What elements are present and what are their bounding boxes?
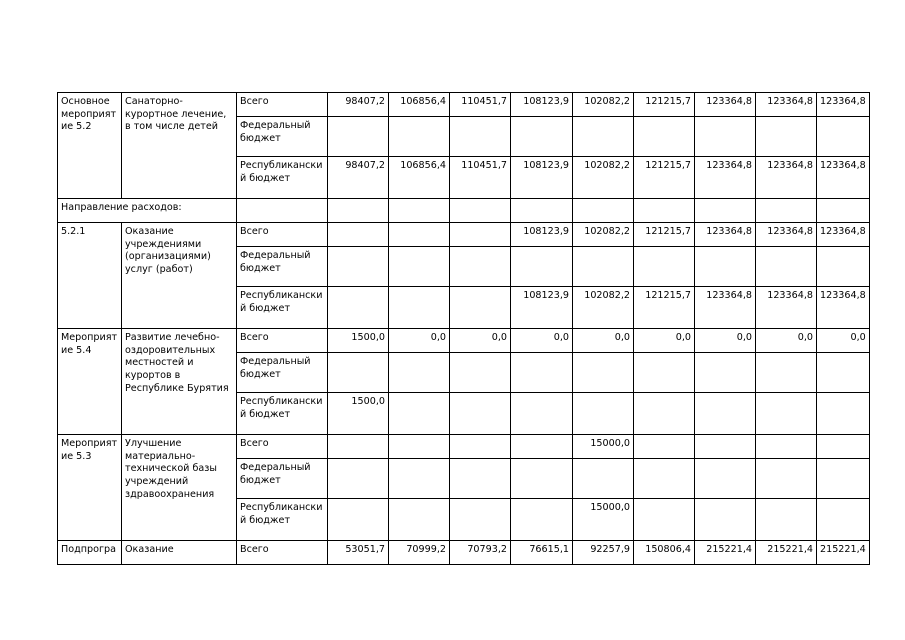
value-cell [450, 353, 511, 393]
funding-source-cell: Республикански й бюджет [237, 393, 328, 435]
funding-source-cell: Республикански й бюджет [237, 287, 328, 329]
measure-code-cell: Подпрогра [58, 541, 122, 565]
value-cell [634, 393, 695, 435]
table-row [58, 541, 870, 565]
value-cell [634, 353, 695, 393]
budget-table [57, 92, 870, 565]
value-cell [695, 117, 756, 157]
value-cell: 98407,2 [328, 157, 389, 199]
value-cell [511, 435, 573, 459]
value-cell: 15000,0 [573, 435, 634, 459]
value-cell: 0,0 [389, 329, 450, 353]
value-cell [756, 117, 817, 157]
value-cell: 106856,4 [389, 157, 450, 199]
value-cell: 108123,9 [511, 287, 573, 329]
value-cell: 215221,4 [817, 541, 870, 565]
value-cell [450, 393, 511, 435]
value-cell [695, 393, 756, 435]
value-cell: 123364,8 [756, 287, 817, 329]
value-cell: 123364,8 [695, 93, 756, 117]
value-cell [817, 393, 870, 435]
value-cell [328, 499, 389, 541]
value-cell [695, 459, 756, 499]
value-cell [511, 247, 573, 287]
value-cell [511, 199, 573, 223]
value-cell: 123364,8 [756, 157, 817, 199]
value-cell: 108123,9 [511, 93, 573, 117]
value-cell: 110451,7 [450, 157, 511, 199]
value-cell [756, 353, 817, 393]
value-cell [634, 199, 695, 223]
value-cell: 0,0 [634, 329, 695, 353]
value-cell [511, 353, 573, 393]
value-cell [573, 459, 634, 499]
value-cell: 0,0 [511, 329, 573, 353]
value-cell: 215221,4 [695, 541, 756, 565]
measure-name-cell: Оказание [122, 541, 237, 565]
value-cell [389, 435, 450, 459]
value-cell: 215221,4 [756, 541, 817, 565]
value-cell [328, 223, 389, 247]
value-cell [328, 353, 389, 393]
value-cell [389, 393, 450, 435]
value-cell [389, 499, 450, 541]
value-cell: 108123,9 [511, 223, 573, 247]
value-cell [389, 117, 450, 157]
direction-row [58, 199, 870, 223]
value-cell: 102082,2 [573, 287, 634, 329]
value-cell: 15000,0 [573, 499, 634, 541]
value-cell: 0,0 [817, 329, 870, 353]
value-cell: 123364,8 [817, 93, 870, 117]
value-cell [450, 117, 511, 157]
value-cell [389, 247, 450, 287]
value-cell: 70999,2 [389, 541, 450, 565]
value-cell [756, 435, 817, 459]
measure-code-cell: Основное мероприят ие 5.2 [58, 93, 122, 199]
value-cell: 1500,0 [328, 393, 389, 435]
direction-label: Направление расходов: [58, 199, 237, 223]
value-cell: 123364,8 [817, 223, 870, 247]
value-cell: 108123,9 [511, 157, 573, 199]
value-cell: 121215,7 [634, 157, 695, 199]
value-cell [634, 459, 695, 499]
table-row [58, 93, 870, 117]
value-cell: 123364,8 [817, 157, 870, 199]
value-cell [695, 353, 756, 393]
value-cell: 102082,2 [573, 157, 634, 199]
funding-source-cell: Федеральный бюджет [237, 353, 328, 393]
value-cell: 121215,7 [634, 93, 695, 117]
measure-name-cell: Развитие лечебно-оздоровительных местностей и курортов в Республике Бурятия [122, 329, 237, 435]
value-cell [450, 459, 511, 499]
value-cell: 123364,8 [756, 93, 817, 117]
value-cell [756, 499, 817, 541]
value-cell [817, 435, 870, 459]
measure-name-cell: Улучшение материально-технической базы учреждений здравоохранения [122, 435, 237, 541]
value-cell [573, 117, 634, 157]
value-cell [389, 199, 450, 223]
value-cell: 110451,7 [450, 93, 511, 117]
value-cell [634, 499, 695, 541]
value-cell [450, 223, 511, 247]
value-cell: 123364,8 [695, 157, 756, 199]
value-cell: 102082,2 [573, 223, 634, 247]
table-row [58, 223, 870, 247]
funding-source-cell: Всего [237, 435, 328, 459]
measure-code-cell: Мероприят ие 5.3 [58, 435, 122, 541]
value-cell [573, 353, 634, 393]
value-cell [756, 393, 817, 435]
value-cell [695, 199, 756, 223]
value-cell [756, 247, 817, 287]
value-cell: 150806,4 [634, 541, 695, 565]
value-cell: 53051,7 [328, 541, 389, 565]
value-cell [817, 199, 870, 223]
value-cell [328, 117, 389, 157]
value-cell [389, 459, 450, 499]
funding-source-cell: Всего [237, 93, 328, 117]
table-row [58, 435, 870, 459]
measure-code-cell: Мероприят ие 5.4 [58, 329, 122, 435]
value-cell: 0,0 [450, 329, 511, 353]
value-cell [511, 459, 573, 499]
value-cell: 121215,7 [634, 287, 695, 329]
value-cell [450, 287, 511, 329]
funding-source-cell: Федеральный бюджет [237, 247, 328, 287]
value-cell: 121215,7 [634, 223, 695, 247]
value-cell [573, 247, 634, 287]
value-cell [328, 459, 389, 499]
measure-name-cell: Санаторно-курортное лечение, в том числе детей [122, 93, 237, 199]
value-cell: 0,0 [695, 329, 756, 353]
value-cell [328, 435, 389, 459]
value-cell [389, 353, 450, 393]
measure-code-cell: 5.2.1 [58, 223, 122, 329]
value-cell: 123364,8 [695, 287, 756, 329]
funding-source-cell [237, 199, 328, 223]
value-cell [817, 459, 870, 499]
value-cell: 123364,8 [817, 287, 870, 329]
value-cell [511, 499, 573, 541]
value-cell [756, 459, 817, 499]
value-cell [756, 199, 817, 223]
value-cell [511, 117, 573, 157]
value-cell: 0,0 [573, 329, 634, 353]
value-cell [328, 199, 389, 223]
value-cell: 123364,8 [695, 223, 756, 247]
value-cell: 1500,0 [328, 329, 389, 353]
value-cell [695, 435, 756, 459]
funding-source-cell: Всего [237, 223, 328, 247]
value-cell [328, 287, 389, 329]
value-cell: 70793,2 [450, 541, 511, 565]
value-cell [817, 353, 870, 393]
value-cell: 76615,1 [511, 541, 573, 565]
funding-source-cell: Всего [237, 329, 328, 353]
value-cell [817, 247, 870, 287]
funding-source-cell: Всего [237, 541, 328, 565]
funding-source-cell: Федеральный бюджет [237, 117, 328, 157]
value-cell [695, 499, 756, 541]
value-cell [634, 247, 695, 287]
value-cell [389, 223, 450, 247]
value-cell [634, 117, 695, 157]
value-cell: 98407,2 [328, 93, 389, 117]
value-cell [817, 117, 870, 157]
funding-source-cell: Федеральный бюджет [237, 459, 328, 499]
value-cell [573, 393, 634, 435]
value-cell [450, 435, 511, 459]
table-row [58, 329, 870, 353]
value-cell [511, 393, 573, 435]
value-cell [389, 287, 450, 329]
value-cell: 106856,4 [389, 93, 450, 117]
value-cell [450, 247, 511, 287]
value-cell [328, 247, 389, 287]
funding-source-cell: Республикански й бюджет [237, 499, 328, 541]
value-cell: 92257,9 [573, 541, 634, 565]
value-cell [695, 247, 756, 287]
funding-source-cell: Республикански й бюджет [237, 157, 328, 199]
value-cell [450, 199, 511, 223]
table-body [58, 93, 870, 565]
value-cell: 123364,8 [756, 223, 817, 247]
value-cell [817, 499, 870, 541]
value-cell: 0,0 [756, 329, 817, 353]
value-cell [450, 499, 511, 541]
value-cell: 102082,2 [573, 93, 634, 117]
measure-name-cell: Оказание учреждениями (организациями) услуг (работ) [122, 223, 237, 329]
value-cell [573, 199, 634, 223]
value-cell [634, 435, 695, 459]
